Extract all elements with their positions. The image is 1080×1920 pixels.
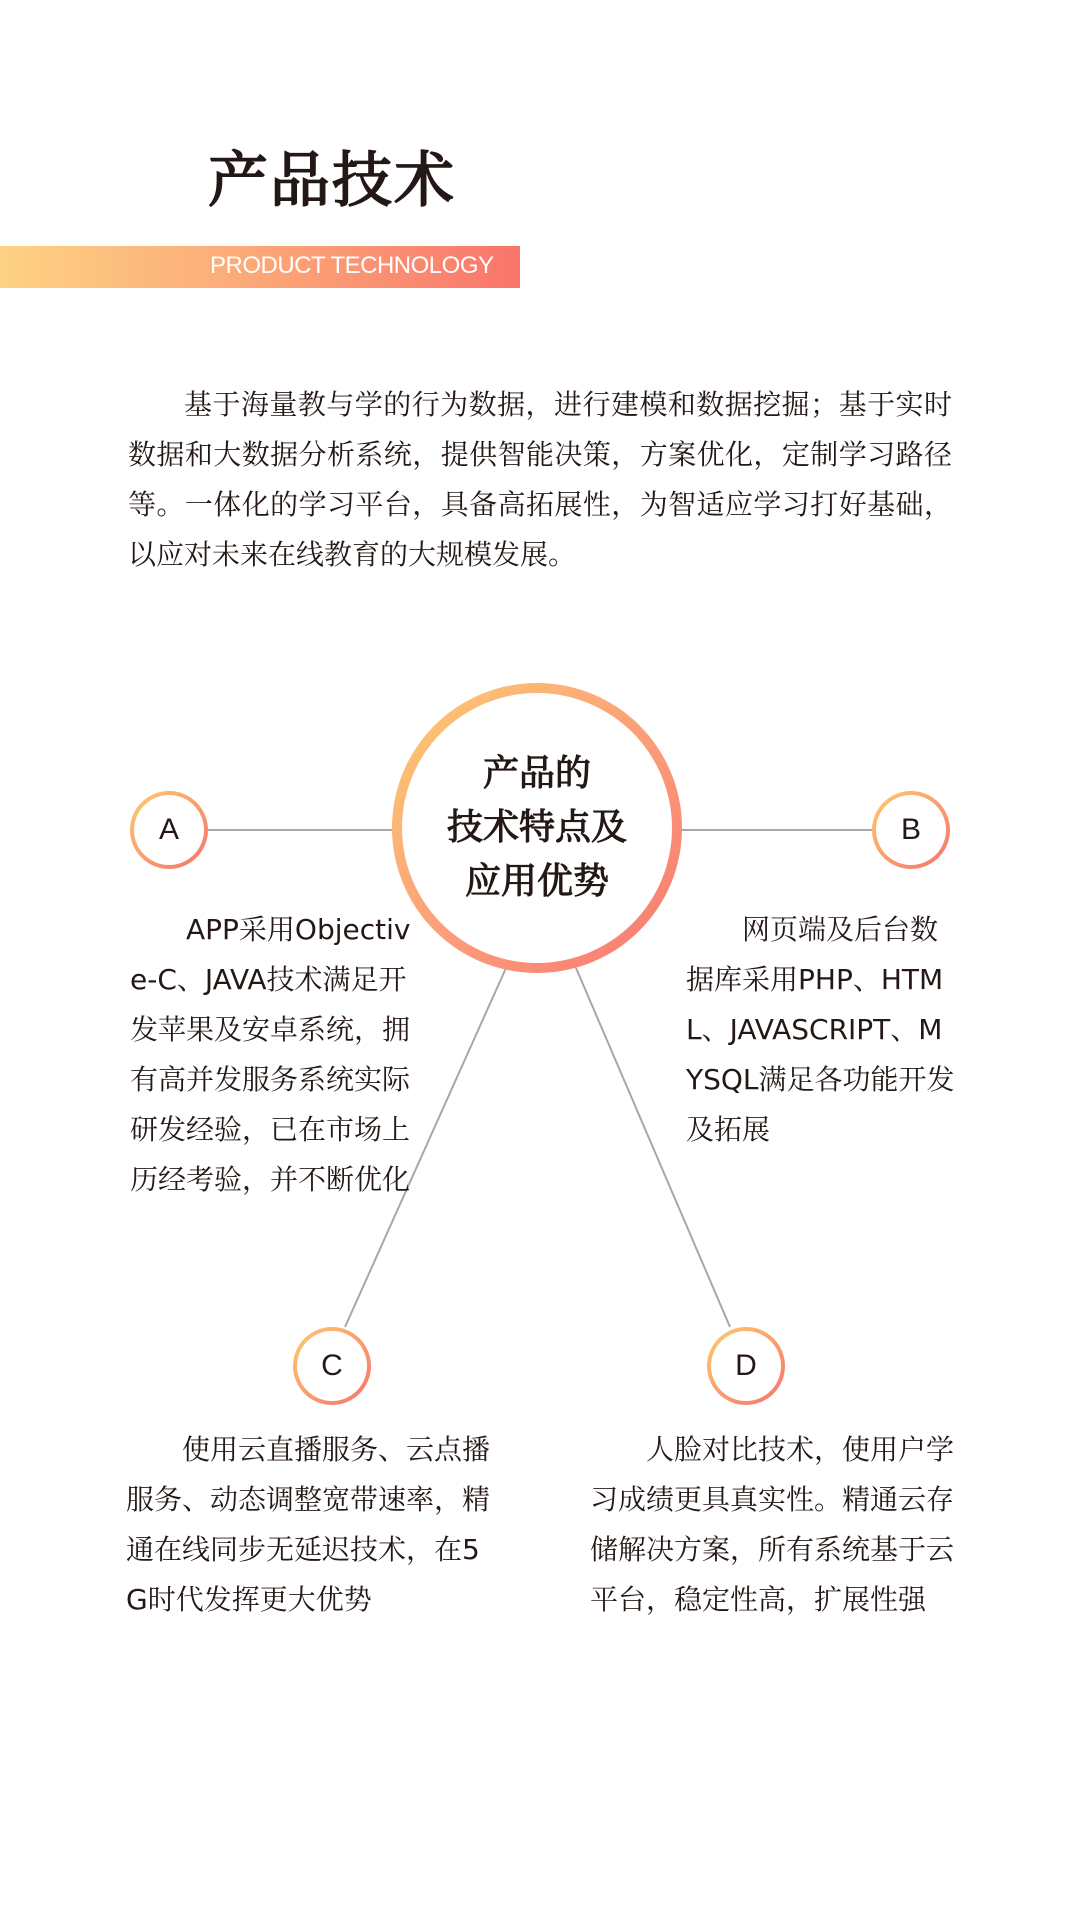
center-circle-text — [402, 693, 672, 963]
feature-a-badge — [130, 791, 208, 869]
center-line: 技术特点及 — [446, 807, 627, 848]
feature-b-label: B — [876, 795, 946, 865]
feature-c-badge — [293, 1327, 371, 1405]
feature-d-description: 人脸对比技术，使用户学习成绩更具真实性。精通云存储解决方案，所有系统基于云平台，稳定性高，扩展性强 — [590, 1433, 955, 1616]
page-title: 产品技术 — [208, 146, 456, 216]
center-line: 产品的 — [482, 753, 591, 794]
feature-d-badge — [707, 1327, 785, 1405]
center-circle — [392, 683, 682, 973]
feature-c-label: C — [297, 1331, 367, 1401]
feature-a-description: APP采用Objective-C、JAVA技术满足开发苹果及安卓系统，拥有高并发服务系统实际研发经验，已在市场上历经考验，并不断优化 — [130, 913, 411, 1196]
intro-paragraph: 基于海量教与学的行为数据，进行建模和数据挖掘；基于实时数据和大数据分析系统，提供智能决策，方案优化，定制学习路径等。一体化的学习平台，具备高拓展性，为智适应学习打好基础，以应对未来在线教育的大规模发展。 — [128, 388, 952, 571]
center-line: 应用优势 — [464, 861, 609, 902]
subtitle-text: PRODUCT TECHNOLOGY — [210, 252, 494, 279]
feature-a-label: A — [134, 795, 204, 865]
feature-d-label: D — [711, 1331, 781, 1401]
feature-b-badge — [872, 791, 950, 869]
feature-c-description: 使用云直播服务、云点播服务、动态调整宽带速率，精通在线同步无延迟技术，在5G时代发挥更大优势 — [126, 1433, 491, 1616]
feature-b-description: 网页端及后台数据库采用PHP、HTML、JAVASCRIPT、MYSQL满足各功能开发及拓展 — [686, 913, 955, 1146]
